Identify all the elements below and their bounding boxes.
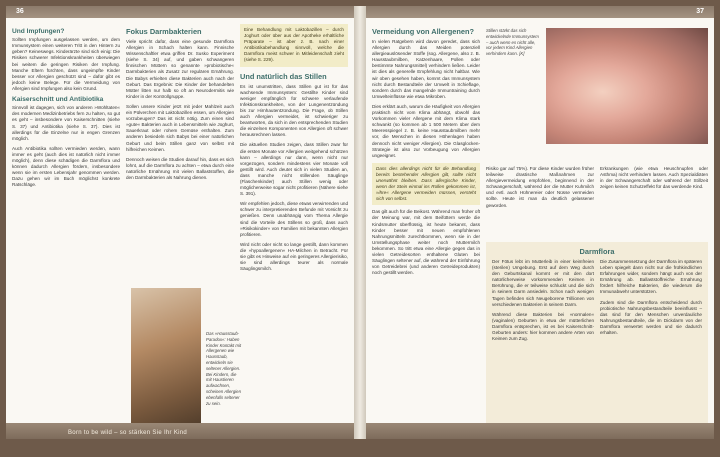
fokus-paragraph-2: Sollen unsere Kinder jetzt mit jeder Mahlzeit auch ein Pülverchen mit Laktobazillen essen, um Allergien vorzubeugen? Das ist nicht nötig. Zum einen sind »gute« Bakterien auch in Lebensmitteln wie Joghurt, Sauerkraut oder rohem Gemüse enthalten. Zum anderen besiedeln sich Babys bei einer natürlichen Geburt und beim Stillen ganz von selbst mit hilfreichen Keimen. — [126, 103, 234, 152]
left-column-3 — [240, 24, 348, 276]
right-page-number: 37 — [696, 8, 704, 15]
footer-title: Born to be wild – so stärken Sie Ihr Kind — [68, 430, 188, 436]
col2-paragraph-1: Risiko gar auf 75%). Für diese Kinder wurden früher teilweise drastische Maßnahmen zur Allergievermeidung empfohlen, beginnend in der Schwangerschaft, während der die Mutter Kuhmilch und evtl. auch Hühnereier oder Nüsse vermeiden sollte. Heute ist man da deutlich gelassener geworden. — [486, 166, 594, 208]
right-page — [366, 6, 714, 439]
darmflora-content — [492, 244, 702, 346]
heading-impfungen: Und Impfungen? — [12, 28, 65, 35]
heading-fokus-darmbakterien: Fokus Darmbakterien — [126, 27, 202, 36]
left-column-1 — [12, 24, 120, 192]
left-column-2 — [126, 24, 234, 185]
stillen-paragraph-2: Die aktuellen Studien zeigen, dass Stillen zwar für die ersten Monate vor Allergien weitgehend schützen kann – allerdings nur dann, wenn nicht nur vorgezogen, sondern mindestens vier Monate voll gestillt wird. Auch deutet sich in vielen Studien an, dass manche nicht stillenden Säuglinge (Flaschenkinder) auch Stillen wenig oder möglicherweise sogar nicht profitieren (Nähere siehe S. 391). — [240, 142, 348, 197]
heading-darmflora: Darmflora — [579, 247, 615, 256]
kaiserschnitt-paragraph-1: Sinnvoll ist dagegen, sich von anderen »Wohltaten« des modernen Medizinbetriebs fern zu halten, so gut es geht – insbesondere von Kaiserschnitten (siehe S. 37) und Antibiotika (siehe S. 37). Dies ist allerdings für die Einzelne nur in engen Grenzen möglich. — [12, 105, 120, 141]
allergen-paragraph-2: Dies erklärt auch, warum die Häufigkeit von Allergien praktisch nicht vom Klima abhängt, obwohl das Vorkommen vieler Allergene mit dem Klima stark schwankt (so kommen ab 1 500 Metern über dem Meeresspiegel z. B. keine Hausstaubmilben mehr vor, die Menschen in diesen Höhenlagen haben dennoch nicht weniger Allergien). Die Glasglocken-Strategie ist also zur Vorbeugung von Allergien ungeeignet. — [372, 103, 480, 158]
impfungen-paragraph: Sollten Impfungen ausgelassen werden, um dem Immunsystem einen weiteren Tritt in den Hintern zu geben? Keineswegs. Kinderärzte sind sich einig: Die Risiken schwerer Infektionskrankheiten überwiegen bei weitem die geringen Risiken der Impfung. Manche Eltern fürchten, dass ungeimpfte Kinder besser vor Allergien geschützt sind – dafür gibt es jedoch keine Belege. Für die Vermeidung von Allergien sind Impfungen also kein Grund. — [12, 37, 120, 91]
darmflora-panel — [486, 242, 708, 434]
stillen-paragraph-3: Wir empfehlen jedoch, diese etwas verwirrenden und schwer zu interpretierenden Befunde mit Vorsicht zu genießen. Denn unabhängig vom Thema Allergie sind die Vorteile des Stillens so groß, dass auch »Risikokinder« von Familien mit bekannten Allergien profitieren. — [240, 201, 349, 237]
fokus-paragraph-1: Viele spricht dafür, dass eine gesunde Darmflora Allergien in Schach halten kann. Finnische Wissenschaftler etwa griffen Dr. Susko Experiment (siehe S. 34) auf, und gaben schwangeren finnischen Müttern so genannte »probiotische« Darmbakterien als Zusatz zur regulären Ernährung. Die Babys erhielten diese Bakterien auch nach der Geburt. Das Ergebnis: Die Kinder der behandelten Mütter litten nur halb so oft an Neurodermitis wie Kinder in der Kontrollgruppe. — [126, 39, 234, 99]
right-column-2 — [486, 166, 708, 213]
heading-vermeidung-allergene: Vermeidung von Allergenen? — [372, 27, 474, 36]
left-page-number: 36 — [16, 8, 24, 15]
darmflora-paragraph-4: Zudem sind die Darmflora entscheidend durch probiotische Nahrungsbestandteile beeinflusst – das sind für den Menschen unverdauliche Nahrungsbestandteile, die im Dickdarm von der Darmflora verwertet werden und sie dadurch erhalten. — [600, 299, 702, 336]
darmflora-paragraph-2: Während diese Bakterien bei »normalen« (vaginalen) Geburten in etwa der mütterlichen Darmflora entsprechen, ist es bei Kaiserschnitt-Geburten anders: hier kommen andere Arten von Keimen zum Zug. — [492, 311, 594, 342]
col2-paragraph-2: Erkrankungen (wie etwa Heuschnupfen oder Asthma) nicht verhindern lassen. Auch Spezialdiäten in der Schwangerschaft oder während der Stillzeit zeigen keinen Schutzeffekt für das werdende Kind. — [600, 166, 708, 190]
heading-kaiserschnitt: Kaiserschnitt und Antibiotika — [12, 96, 104, 104]
right-headband — [366, 6, 714, 18]
heading-stillen: Und natürlich das Stillen — [240, 71, 327, 81]
right-column-1 — [372, 24, 480, 280]
darmflora-paragraph-3: Die Zusammensetzung der Darmflora im späteren Leben spiegelt dann nicht nur die frühkindlichen Erfahrungen wider, sondern hängt auch von der Ernährung ab. Ballaststoffreiche Ernährung fördert hilfreiche Bakterien, die wiederum die Immunabwehr unterstützen. — [600, 259, 702, 295]
photo-breastfeeding-mother — [546, 28, 708, 144]
allergen-paragraph-1: In vielen Ratgebern wird davon geredet, dass sich Allergien durch das Meiden potenziell allergieauslösender Stoffe (sog. Allergene, also z. B. Hausstaubmilben, Katzenhaare, Pollen oder bestimmte Nahrungsmittel) verhindern ließen. Leider ist dies als generelle Empfehlung nicht haltbar. Wie wir oben gesehen haben, kommt das Immunsystem nicht durch Bestandteile der Umwelt in Schieflage, sondern durch das mangelnde Immuntraining durch Umwelteinflüsse wie etwa Mikroben. — [372, 39, 480, 99]
left-headband — [6, 6, 354, 18]
left-footer — [6, 423, 354, 439]
darmflora-paragraph-1: Der Fötus lebt im Mutterleib in einer keimfreien (sterilen) Umgebung. Erst auf dem Weg durch den Geburtskanal kommt er mit den dort natürlicherweise vorkommenden Keimen in Berührung, die er teilweise schluckt und die sich in seinem Darm ansiedeln. Schon nach wenigen Tagen befinden sich Neugeborene Trillionen von verschiedenen Bakterien in seinem Darm. — [492, 259, 594, 307]
photo-caption-right: Stillen stärkt das sich entwickelnde Immunsystem – auch wenn es nicht alle, vor jedem Kind Allergien verhindern kann. [K] — [486, 28, 539, 57]
tip-box-laktobazillen: Eine Behandlung mit Laktobazillen – durch Joghurt oder über aus der Apotheke erhältliche Präparate – ist aber z. B. nach einer Antibiotikabehandlung sinnvoll, welche die Darmflora meist schwer in Mitleidenschaft zieht (siehe S. 229). — [240, 24, 348, 67]
right-footer — [366, 423, 714, 439]
allergen-paragraph-3: Das gilt auch für die Beikost. Während man früher oft der Meinung war, mit dem Beifüttern werde die Kindsmutter überflüssig, ist heute bekannt, dass Kinder besser mit neuen empfohlenen Nahrungsmitteln zurechtkommen, wenn sie in der Umstellungsphase weiter noch Muttermilch bekommen. So tritt etwa eine Allergie gegen das in vielen Getreidesorten enthaltene Gluten bei Säuglingen seltener auf, die während der Einführung von Getreidebrei (und anderen Getreideprodukten) noch gestillt werden. — [372, 209, 481, 276]
left-page — [6, 6, 354, 439]
tip-box-allergien: Dass dies allerdings nicht für die Behandlung bereits bestehender Allergien gilt, sollte nicht unerwähnt bleiben. Dass allergische Kinder, wenn der Stein einmal ins Rollen gekommen ist, »ihre« Allergene vermeiden müssen, versteht sich von selbst. — [372, 163, 480, 206]
photo-child-with-dog — [131, 288, 201, 428]
fokus-paragraph-3: Dennoch weisen die Studien darauf hin, dass es sich lohnt, auf die Darmflora zu achten – etwa durch eine natürliche Ernährung mit vielen Ballaststoffen, die den Darmbakterien als Nahrung dienen. — [126, 156, 234, 180]
photo-caption-left: Das »Hausstaub-Paradox«: Haben Kinder Kontakt mit Allergenen wie Hausstaub, entwickeln sie seltener Allergien. Bei Kindern, die mit Haustieren aufwachsen, scheinen Allergien ebenfalls seltener zu sein. — [206, 331, 242, 406]
stillen-paragraph-1: Es ist unumstritten, dass Stillen gut ist für das wachsende Immunsystem: Gestillte Kinder sind weniger empfänglich für schwere verlaufende Infektionskrankheiten, von der Lungenentzündung bis zur Hirnhautentzündung. Die Frage, ob Stillen auch Allergien vermeidet, ist schwieriger zu beantworten, da sich in den entsprechenden Studien die einzelnen Komponenten von Allergien oft schwer herausrechnen lassen. — [240, 83, 348, 138]
kaiserschnitt-paragraph-2: Auch Antibiotika sollten vermieden werden, wann immer es geht (auch dies ist natürlich nicht immer möglich), denn diese schädigen die Darmflora und können dadurch Allergien fördern, insbesondere wenn sie im ersten Lebensjahr genommen werden. Dazu gehen wir im Buch möglichst konkrete Ratschläge. — [12, 145, 120, 188]
book-spine — [354, 6, 366, 439]
stillen-paragraph-4: Wird nicht oder nicht so lange gestillt, dann kommen die »hypoallergenen« HA-Milchen in Betracht. Für sie gibt es Hinweise auf ein geringeres Allergierisiko, sie sind allerdings teurer als normale Säuglingsmilch. — [240, 241, 348, 272]
